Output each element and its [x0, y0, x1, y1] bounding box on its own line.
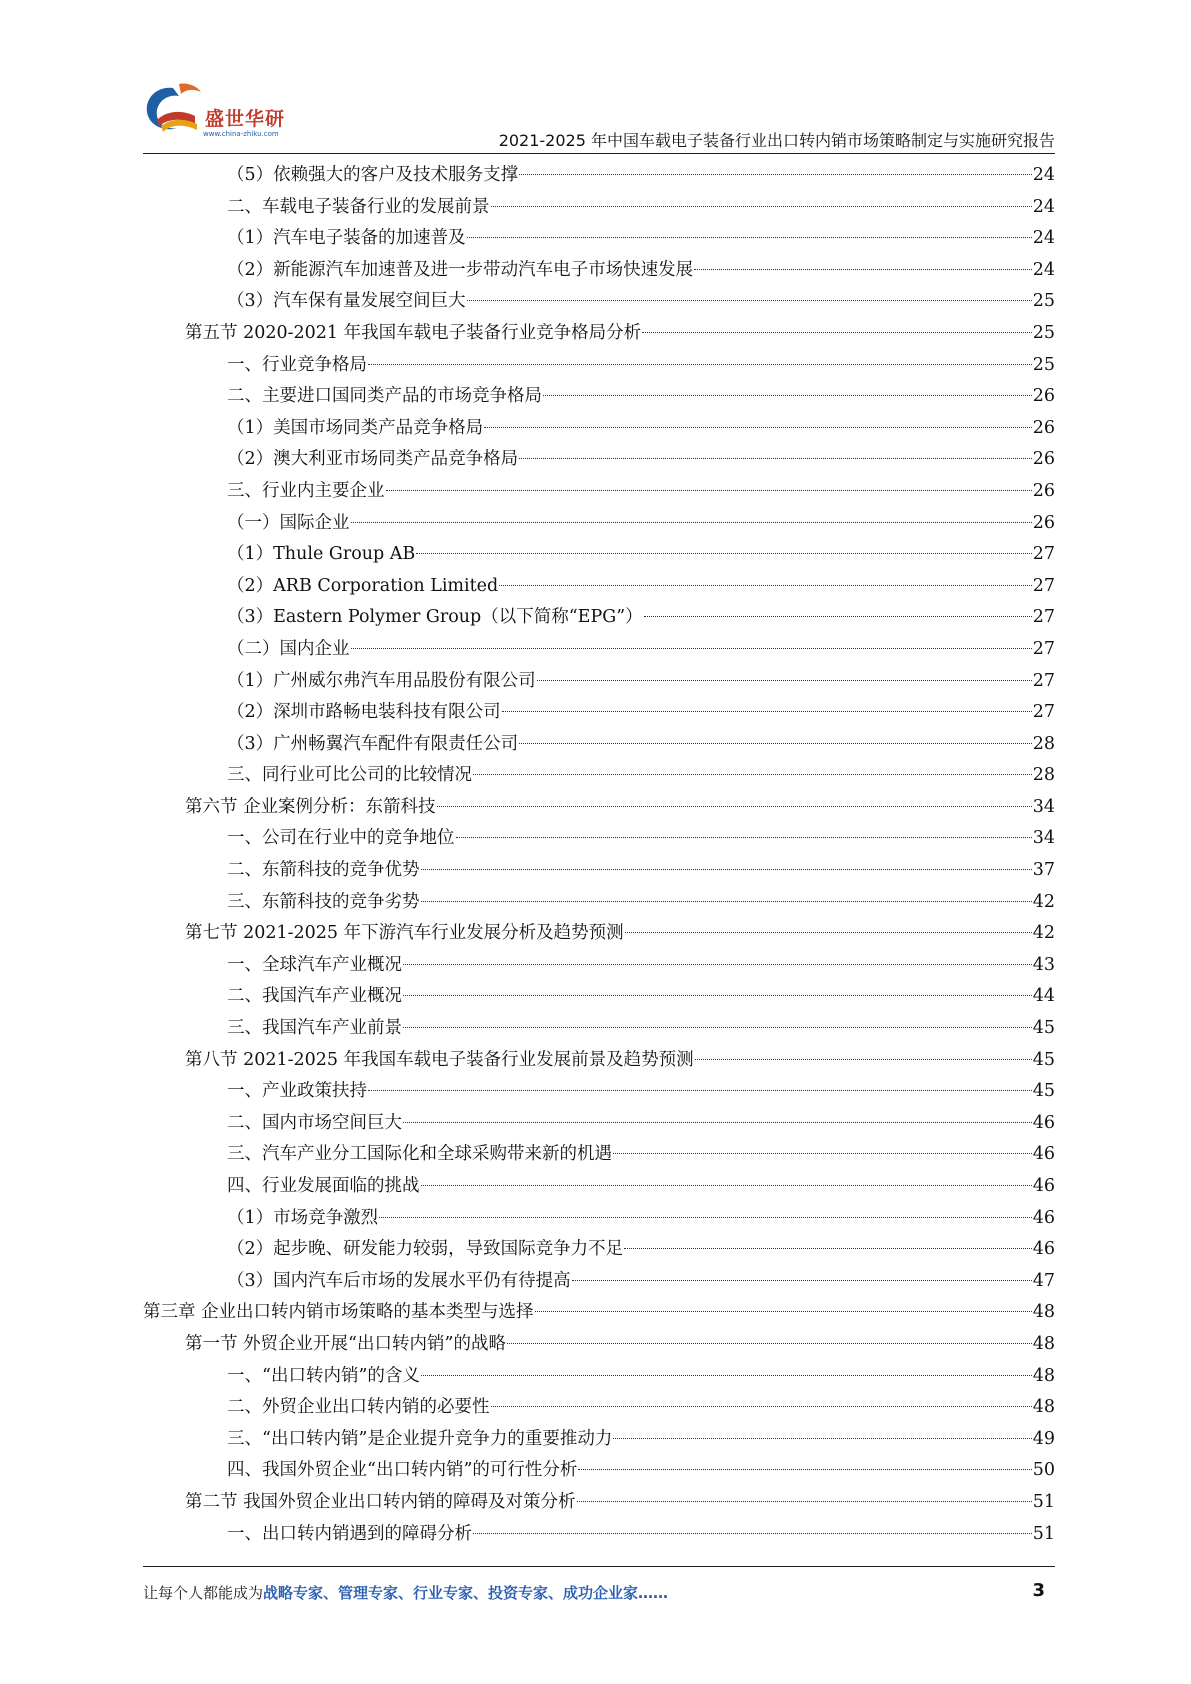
toc-dot-leader	[507, 1343, 1032, 1344]
toc-dot-leader	[625, 932, 1032, 933]
toc-dot-leader	[694, 269, 1032, 270]
toc-entry-page: 26	[1032, 480, 1055, 501]
toc-dot-leader	[403, 1027, 1032, 1028]
toc-dot-leader	[499, 585, 1032, 586]
toc-dot-leader	[421, 869, 1032, 870]
toc-entry-page: 51	[1032, 1491, 1055, 1512]
toc-entry-title: （3）Eastern Polymer Group（以下简称“EPG”）	[227, 607, 643, 628]
toc-entry-page: 50	[1032, 1460, 1055, 1481]
toc-entry-page: 48	[1032, 1302, 1055, 1323]
toc-dot-leader	[421, 1185, 1032, 1186]
toc-entry-page: 27	[1032, 638, 1055, 659]
toc-entry[interactable]	[143, 1013, 1055, 1045]
toc-dot-leader	[491, 206, 1032, 207]
toc-entry[interactable]	[143, 1519, 1055, 1551]
toc-entry-page: 25	[1032, 354, 1055, 375]
toc-entry-page: 34	[1032, 796, 1055, 817]
toc-dot-leader	[416, 553, 1031, 554]
toc-entry-title: 三、同行业可比公司的比较情况	[227, 765, 472, 786]
toc-entry[interactable]	[143, 950, 1055, 982]
toc-entry-title: （1）Thule Group AB	[227, 544, 416, 565]
toc-entry[interactable]	[143, 887, 1055, 919]
toc-dot-leader	[368, 1090, 1032, 1091]
company-logo	[143, 80, 313, 150]
page-footer	[143, 1582, 1055, 1606]
toc-entry-title: （5）依赖强大的客户及技术服务支撑	[227, 165, 519, 185]
toc-entry-title: 三、东箭科技的竞争劣势	[227, 891, 420, 912]
toc-entry-page: 27	[1032, 670, 1055, 691]
toc-entry-page: 48	[1032, 1365, 1055, 1386]
toc-dot-leader	[421, 1375, 1032, 1376]
toc-entry-title: （二）国内企业	[227, 638, 350, 659]
toc-entry[interactable]	[143, 350, 1055, 382]
toc-entry[interactable]	[143, 508, 1055, 540]
toc-entry-page: 25	[1032, 322, 1055, 343]
toc-entry-page: 27	[1032, 607, 1055, 628]
toc-entry[interactable]	[143, 634, 1055, 666]
header-divider	[143, 153, 1055, 154]
toc-entry-page: 46	[1032, 1239, 1055, 1260]
toc-entry-title: （1）美国市场同类产品竞争格局	[227, 417, 484, 438]
toc-entry-title: （3）国内汽车后市场的发展水平仍有待提高	[227, 1270, 571, 1291]
toc-dot-leader	[467, 237, 1032, 238]
toc-entry-title: （3）广州畅翼汽车配件有限责任公司	[227, 733, 519, 754]
toc-dot-leader	[535, 1311, 1032, 1312]
toc-entry[interactable]	[143, 1076, 1055, 1108]
toc-entry-title: 第八节 2021-2025 年我国车载电子装备行业发展前景及趋势预测	[185, 1049, 694, 1070]
toc-entry-page: 24	[1032, 196, 1055, 217]
toc-entry-title: 第七节 2021-2025 年下游汽车行业发展分析及趋势预测	[185, 923, 624, 944]
toc-entry-title: 四、行业发展面临的挑战	[227, 1176, 420, 1196]
toc-entry-title: 二、国内市场空间巨大	[227, 1112, 402, 1133]
toc-entry-title: 一、公司在行业中的竞争地位	[227, 828, 455, 849]
toc-entry-title: 第五节 2020-2021 年我国车载电子装备行业竞争格局分析	[185, 322, 642, 343]
toc-dot-leader	[491, 1406, 1032, 1407]
toc-dot-leader	[351, 522, 1032, 523]
toc-entry-page: 42	[1032, 923, 1055, 944]
toc-entry[interactable]	[143, 1329, 1055, 1361]
toc-entry-title: （3）汽车保有量发展空间巨大	[227, 291, 466, 312]
toc-dot-leader	[473, 774, 1032, 775]
toc-entry-title: 第一节 外贸企业开展“出口转内销”的战略	[185, 1333, 506, 1354]
page-number: 3	[1032, 1580, 1045, 1601]
toc-dot-leader	[572, 1280, 1032, 1281]
toc-entry-page: 26	[1032, 386, 1055, 407]
toc-entry-title: （2）起步晚、研发能力较弱，导致国际竞争力不足	[227, 1239, 624, 1260]
toc-dot-leader	[642, 332, 1032, 333]
toc-entry-page: 51	[1032, 1523, 1055, 1544]
toc-entry-title: 三、我国汽车产业前景	[227, 1018, 402, 1039]
toc-entry[interactable]	[143, 729, 1055, 761]
toc-entry[interactable]	[143, 160, 1055, 192]
table-of-contents	[143, 160, 1055, 1550]
toc-entry-title: 一、出口转内销遇到的障碍分析	[227, 1523, 472, 1544]
toc-entry-page: 27	[1032, 702, 1055, 723]
toc-entry[interactable]	[143, 1203, 1055, 1235]
toc-entry[interactable]	[143, 1392, 1055, 1424]
toc-entry[interactable]	[143, 823, 1055, 855]
toc-entry-page: 46	[1032, 1112, 1055, 1133]
toc-entry-title: （2）深圳市路畅电装科技有限公司	[227, 702, 501, 723]
toc-entry-title: 三、汽车产业分工国际化和全球采购带来新的机遇	[227, 1144, 612, 1165]
toc-entry[interactable]	[143, 539, 1055, 571]
toc-entry[interactable]	[143, 1045, 1055, 1077]
toc-entry[interactable]	[143, 666, 1055, 698]
toc-entry[interactable]	[143, 1171, 1055, 1203]
logo-url: www.china-zhiku.com	[203, 130, 279, 138]
toc-dot-leader	[624, 1248, 1032, 1249]
toc-entry-page: 44	[1032, 986, 1055, 1007]
toc-entry-page: 25	[1032, 291, 1055, 312]
toc-entry-title: 二、我国汽车产业概况	[227, 986, 402, 1007]
toc-entry[interactable]	[143, 286, 1055, 318]
footer-slogan-prefix: 让每个人都能成为	[143, 1584, 264, 1602]
toc-entry-title: 第三章 企业出口转内销市场策略的基本类型与选择	[143, 1302, 534, 1323]
toc-dot-leader	[473, 1533, 1032, 1534]
toc-entry-page: 48	[1032, 1333, 1055, 1354]
toc-entry-page: 24	[1032, 165, 1055, 185]
toc-dot-leader	[403, 995, 1032, 996]
toc-entry[interactable]	[143, 381, 1055, 413]
toc-entry-page: 45	[1032, 1018, 1055, 1039]
toc-entry-title: 四、我国外贸企业“出口转内销”的可行性分析	[227, 1460, 578, 1481]
toc-entry[interactable]	[143, 1297, 1055, 1329]
toc-dot-leader	[351, 648, 1032, 649]
toc-dot-leader	[437, 806, 1032, 807]
toc-dot-leader	[379, 1217, 1032, 1218]
toc-entry[interactable]	[143, 981, 1055, 1013]
logo-text: 盛世华研	[205, 108, 286, 130]
toc-entry-title: 三、行业内主要企业	[227, 480, 385, 501]
footer-divider	[143, 1566, 1055, 1567]
report-title: 2021-2025 年中国车载电子装备行业出口转内销市场策略制定与实施研究报告	[498, 131, 1055, 150]
toc-dot-leader	[403, 964, 1032, 965]
toc-dot-leader	[537, 680, 1032, 681]
toc-entry-page: 24	[1032, 228, 1055, 249]
toc-dot-leader	[502, 711, 1032, 712]
toc-entry[interactable]	[143, 1108, 1055, 1140]
toc-entry[interactable]	[143, 192, 1055, 224]
toc-entry-title: 二、车载电子装备行业的发展前景	[227, 196, 490, 217]
toc-entry[interactable]	[143, 602, 1055, 634]
toc-entry-title: 一、产业政策扶持	[227, 1081, 367, 1102]
toc-entry-title: 一、“出口转内销”的含义	[227, 1365, 420, 1386]
toc-entry-page: 28	[1032, 733, 1055, 754]
toc-entry[interactable]	[143, 918, 1055, 950]
toc-entry-title: （一）国际企业	[227, 512, 350, 533]
toc-entry[interactable]	[143, 1139, 1055, 1171]
toc-entry-page: 34	[1032, 828, 1055, 849]
toc-entry-page: 46	[1032, 1144, 1055, 1165]
toc-entry-page: 27	[1032, 544, 1055, 565]
toc-dot-leader	[613, 1438, 1031, 1439]
toc-entry-page: 45	[1032, 1081, 1055, 1102]
toc-entry-title: 三、“出口转内销”是企业提升竞争力的重要推动力	[227, 1428, 613, 1449]
toc-entry[interactable]	[143, 1455, 1055, 1487]
toc-entry[interactable]	[143, 760, 1055, 792]
toc-entry-title: （1）广州威尔弗汽车用品股份有限公司	[227, 670, 536, 691]
toc-dot-leader	[695, 1059, 1032, 1060]
toc-entry-title: 第六节 企业案例分析：东箭科技	[185, 796, 436, 817]
toc-entry-page: 46	[1032, 1207, 1055, 1228]
toc-entry-title: 一、行业竞争格局	[227, 354, 367, 375]
toc-dot-leader	[421, 901, 1032, 902]
toc-dot-leader	[484, 427, 1032, 428]
toc-entry-title: （2）ARB Corporation Limited	[227, 575, 499, 596]
toc-entry-title: 二、外贸企业出口转内销的必要性	[227, 1397, 490, 1418]
toc-dot-leader	[403, 1122, 1032, 1123]
toc-entry-page: 43	[1032, 954, 1055, 975]
toc-dot-leader	[578, 1469, 1031, 1470]
toc-entry[interactable]	[143, 1424, 1055, 1456]
toc-entry[interactable]	[143, 255, 1055, 287]
toc-dot-leader	[543, 395, 1032, 396]
toc-entry-page: 47	[1032, 1270, 1055, 1291]
footer-slogan-roles: 战略专家、管理专家、行业专家、投资专家、成功企业家……	[263, 1584, 669, 1602]
toc-dot-leader	[613, 1153, 1032, 1154]
toc-dot-leader	[519, 458, 1032, 459]
toc-entry-page: 48	[1032, 1397, 1055, 1418]
toc-entry[interactable]	[143, 476, 1055, 508]
toc-entry-page: 26	[1032, 512, 1055, 533]
toc-entry[interactable]	[143, 1234, 1055, 1266]
toc-dot-leader	[456, 837, 1032, 838]
toc-entry-title: 二、主要进口国同类产品的市场竞争格局	[227, 386, 542, 407]
toc-dot-leader	[386, 490, 1032, 491]
toc-dot-leader	[519, 174, 1032, 175]
toc-entry-page: 45	[1032, 1049, 1055, 1070]
toc-entry[interactable]	[143, 571, 1055, 603]
toc-entry-page: 46	[1032, 1176, 1055, 1196]
toc-entry[interactable]	[143, 318, 1055, 350]
toc-entry[interactable]	[143, 855, 1055, 887]
toc-dot-leader	[467, 300, 1032, 301]
toc-entry-title: 第二节 我国外贸企业出口转内销的障碍及对策分析	[185, 1491, 576, 1512]
toc-entry-title: （1）汽车电子装备的加速普及	[227, 228, 466, 249]
toc-entry-title: （2）新能源汽车加速普及进一步带动汽车电子市场快速发展	[227, 259, 694, 280]
toc-entry[interactable]	[143, 413, 1055, 445]
toc-entry-page: 28	[1032, 765, 1055, 786]
toc-entry-page: 26	[1032, 417, 1055, 438]
toc-dot-leader	[644, 616, 1032, 617]
toc-entry-title: （2）澳大利亚市场同类产品竞争格局	[227, 449, 519, 470]
toc-entry-page: 49	[1032, 1428, 1055, 1449]
toc-entry-title: （1）市场竞争激烈	[227, 1207, 379, 1228]
toc-dot-leader	[519, 743, 1032, 744]
toc-dot-leader	[368, 364, 1032, 365]
toc-entry-page: 26	[1032, 449, 1055, 470]
page-header	[143, 80, 1055, 152]
toc-entry[interactable]	[143, 1266, 1055, 1298]
toc-dot-leader	[577, 1501, 1032, 1502]
toc-entry-page: 24	[1032, 259, 1055, 280]
toc-entry[interactable]	[143, 697, 1055, 729]
toc-entry[interactable]	[143, 1361, 1055, 1393]
toc-entry-title: 一、全球汽车产业概况	[227, 954, 402, 975]
toc-entry[interactable]	[143, 444, 1055, 476]
toc-entry[interactable]	[143, 792, 1055, 824]
toc-entry[interactable]	[143, 1487, 1055, 1519]
toc-entry-page: 27	[1032, 575, 1055, 596]
toc-entry-page: 42	[1032, 891, 1055, 912]
toc-entry-page: 37	[1032, 860, 1055, 881]
toc-entry-title: 二、东箭科技的竞争优势	[227, 860, 420, 881]
toc-entry[interactable]	[143, 223, 1055, 255]
